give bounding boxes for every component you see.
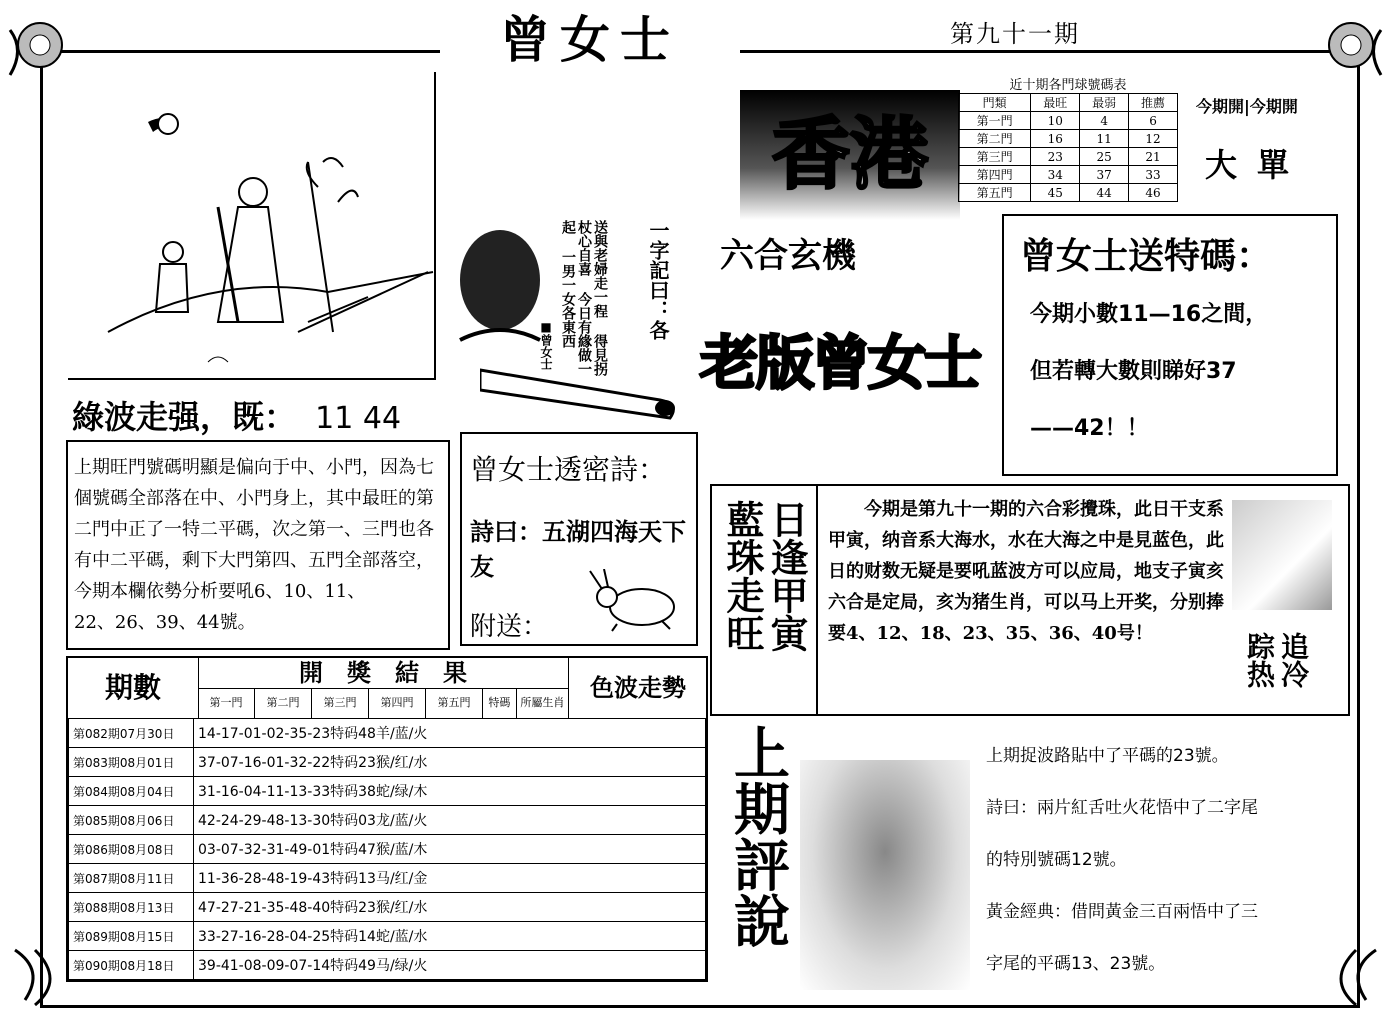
table-cell: 21	[1129, 148, 1178, 166]
table-header: 門類	[959, 94, 1031, 112]
recent-ten-table	[958, 74, 1178, 202]
secret-poem-text: 詩曰：五湖四海天下友	[470, 518, 686, 581]
riddle-line: 得見拐杖心自喜	[576, 220, 608, 376]
sub-header: 第五門	[426, 688, 483, 718]
secret-poem-title: 曾女士透密詩：	[470, 453, 667, 486]
review-line: 的特別號碼12號。	[986, 850, 1127, 870]
rabbit-icon	[582, 569, 682, 634]
table-cell: 12	[1129, 130, 1178, 148]
period-cell: 第085期08月06日	[69, 806, 194, 835]
table-row	[69, 748, 706, 777]
review-picture	[800, 760, 970, 990]
analysis-box	[66, 440, 450, 650]
table-cell: 第一門	[959, 112, 1031, 130]
ornament-icon	[5, 10, 75, 80]
sub-header: 特碼	[483, 688, 517, 718]
table-cell: 10	[1031, 112, 1080, 130]
special-code-box	[1002, 214, 1338, 476]
daily-text: 今期是第九十一期的六合彩攪珠，此日干支系甲寅，纳音系大海水，水在大海之中是見蓝色，此日的财数无疑是要吼蓝波方可以应局，地支子寅亥六合是定局，亥为猪生肖，可以马上开奖，分别捧要4、12、18、23、35、36、40号！	[828, 499, 1224, 644]
illustration-panel	[68, 72, 436, 380]
review-text	[986, 730, 1346, 990]
table-row	[69, 951, 706, 980]
badge-line1: 今期開|今期開	[1196, 97, 1298, 116]
table-row	[69, 806, 706, 835]
review-line: 詩曰：兩片紅舌吐火花悟中了二字尾	[986, 798, 1258, 818]
daily-picture	[1232, 500, 1332, 610]
period-cell: 第088期08月13日	[69, 893, 194, 922]
table-cell: 34	[1031, 166, 1080, 184]
table-row	[959, 112, 1178, 130]
green-wave-label: 綠波走强，既：	[72, 398, 297, 436]
table-cell: 46	[1129, 184, 1178, 202]
table-row	[69, 893, 706, 922]
review-line: 上期捉波路貼中了平碼的23號。	[986, 746, 1229, 766]
table-cell: 第五門	[959, 184, 1031, 202]
table-row	[69, 719, 706, 748]
sub-header: 第一門	[198, 688, 255, 718]
special-code-line: 今期小數11—16之間，	[1030, 302, 1268, 327]
table-cell: 11	[1080, 130, 1129, 148]
sub-header: 第四門	[369, 688, 426, 718]
table-row	[959, 130, 1178, 148]
period-cell: 第086期08月08日	[69, 835, 194, 864]
scroll-illustration	[450, 220, 550, 360]
result-cell: 14-17-01-02-35-23特码48羊/蓝/火	[194, 719, 706, 748]
daily-box	[710, 484, 1350, 716]
table-cell: 6	[1129, 112, 1178, 130]
period-cell: 第090期08月18日	[69, 951, 194, 980]
result-cell: 33-27-16-28-04-25特码14蛇/蓝/水	[194, 922, 706, 951]
sub-header: 第三門	[312, 688, 369, 718]
table-cell: 37	[1080, 166, 1129, 184]
results-table	[66, 656, 708, 982]
table-cell: 45	[1031, 184, 1080, 202]
badge-line2: 大單	[1205, 146, 1310, 184]
table-header: 最弱	[1080, 94, 1129, 112]
review-line: 字尾的平碼13、23號。	[986, 954, 1166, 974]
result-cell: 03-07-32-31-49-01特码47猴/蓝/木	[194, 835, 706, 864]
table-row	[69, 777, 706, 806]
table-row	[69, 864, 706, 893]
old-man-walking-illustration	[68, 72, 434, 378]
sub-header: 所屬生肖	[520, 696, 565, 709]
special-code-line: ——42！！	[1030, 416, 1149, 441]
recent-ten-caption: 近十期各門球號碼表	[1009, 78, 1127, 93]
table-row	[959, 166, 1178, 184]
riddle-line: 一男一女各東西	[560, 250, 576, 348]
result-cell: 37-07-16-01-32-22特码23猴/红/水	[194, 748, 706, 777]
result-cell: 31-16-04-11-13-33特码38蛇/绿/木	[194, 777, 706, 806]
analysis-numbers: 22、26、39、44號。	[74, 612, 256, 633]
table-cell: 第四門	[959, 166, 1031, 184]
ornament-icon	[1316, 10, 1386, 80]
cold-hot-label: 追冷踪热	[1243, 632, 1310, 688]
liuhe-logo: 六合玄機	[720, 236, 856, 276]
secret-poem-box	[460, 432, 698, 646]
period-cell: 第083期08月01日	[69, 748, 194, 777]
analysis-text: 上期旺門號碼明顯是偏向于中、小門，因為七個號碼全部落在中、小門身上，其中最旺的第二門中正了一特二平碼，次之第一、三門也各有中二平碼，剩下大門第四、五門全部落空，今期本欄依勢分析要吼6、10、11、	[74, 457, 434, 602]
period-cell: 第082期07月30日	[69, 719, 194, 748]
hongkong-logo: 香港	[740, 90, 960, 220]
review-line: 黃金經典：借問黃金三百兩悟中了三	[986, 902, 1258, 922]
table-row	[69, 835, 706, 864]
table-header: 推薦	[1129, 94, 1178, 112]
result-cell: 11-36-28-48-19-43特码13马/红/金	[194, 864, 706, 893]
period-cell: 第089期08月15日	[69, 922, 194, 951]
table-row	[959, 148, 1178, 166]
secret-poem-gift: 附送：	[470, 612, 549, 642]
riddle-line: 送與老婦走一程	[592, 220, 608, 318]
table-cell: 33	[1129, 166, 1178, 184]
sub-header: 第二門	[255, 688, 312, 718]
ornament-icon	[5, 940, 75, 1010]
period-cell: 第087期08月11日	[69, 864, 194, 893]
result-cell: 47-27-21-35-48-40特码23猴/红/水	[194, 893, 706, 922]
result-cell: 42-24-29-48-13-30特码03龙/蓝/火	[194, 806, 706, 835]
result-header: 開 獎 結 果	[198, 658, 568, 689]
riddle-line: 今日有緣做一起	[560, 220, 592, 376]
table-cell: 25	[1080, 148, 1129, 166]
issue-number: 第九十一期	[950, 14, 1080, 49]
period-header: 期數	[68, 658, 199, 719]
riddle-signature: ■曾女士	[539, 320, 553, 370]
result-cell: 39-41-08-09-07-14特码49马/绿/火	[194, 951, 706, 980]
riddle-title: 一字記曰：各	[646, 220, 670, 340]
review-heading: 上期評說	[725, 724, 790, 948]
trend-header: 色波走勢	[568, 658, 707, 719]
table-cell: 23	[1031, 148, 1080, 166]
table-row	[959, 184, 1178, 202]
table-cell: 4	[1080, 112, 1129, 130]
divider	[816, 486, 818, 714]
table-header: 最旺	[1031, 94, 1080, 112]
period-cell: 第084期08月04日	[69, 777, 194, 806]
daily-heading-jiayin: 日逢甲寅	[764, 500, 808, 652]
green-wave-numbers: 11 44	[315, 401, 402, 436]
page-title: 曾女士	[440, 0, 740, 56]
daily-heading-blue: 藍珠走旺	[720, 500, 764, 652]
special-code-title: 曾女士送特碼：	[1020, 236, 1273, 277]
table-cell: 44	[1080, 184, 1129, 202]
table-cell: 第三門	[959, 148, 1031, 166]
old-edition-logo: 老版曾女士	[700, 329, 981, 397]
table-cell: 16	[1031, 130, 1080, 148]
table-cell: 第二門	[959, 130, 1031, 148]
table-row	[69, 922, 706, 951]
special-code-line: 但若轉大數則睇好37	[1030, 359, 1237, 384]
